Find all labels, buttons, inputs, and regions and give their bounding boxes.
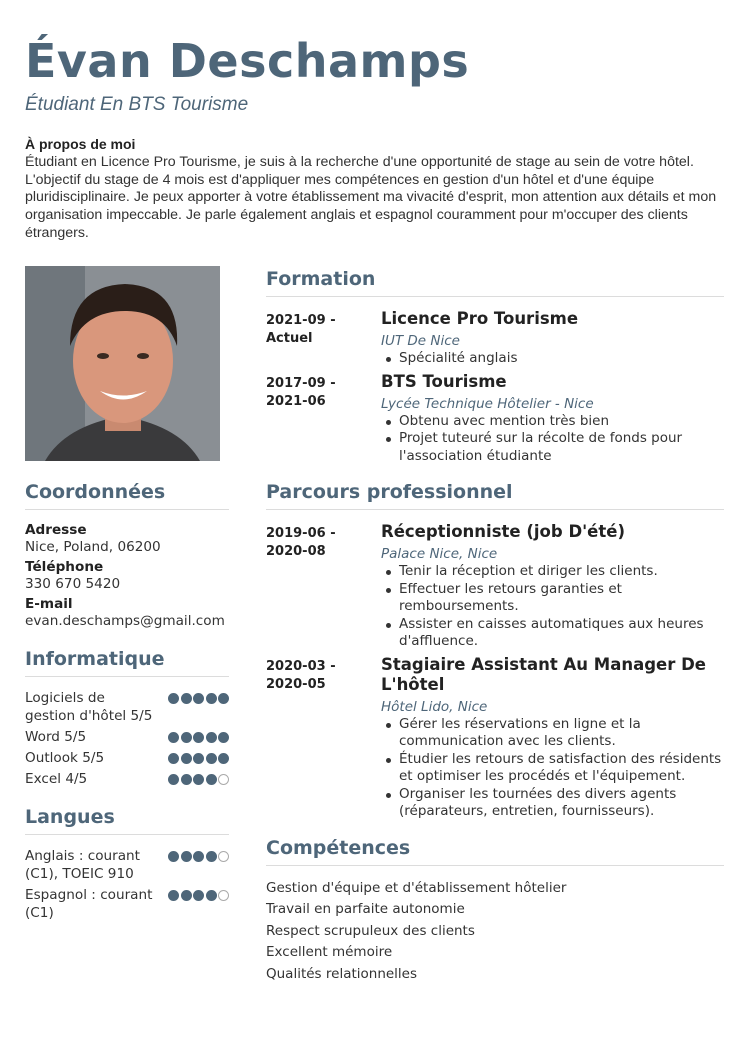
filled-dot-icon — [181, 851, 192, 862]
filled-dot-icon — [193, 693, 204, 704]
address-label: Adresse — [25, 522, 87, 538]
filled-dot-icon — [193, 774, 204, 785]
filled-dot-icon — [206, 753, 217, 764]
bullet-item: Assister en caisses automatiques aux heures d'affluence. — [381, 616, 724, 651]
entry-title: Stagiaire Assistant Au Manager De L'hôtel — [381, 654, 706, 694]
skill-name: Espagnol : courant (C1) — [25, 887, 153, 921]
filled-dot-icon — [181, 732, 192, 743]
entry-place: Hôtel Lido, Nice — [381, 698, 488, 715]
entry-date: 2020-03 - 2020-05 — [266, 658, 336, 692]
skill-item: Gestion d'équipe et d'établissement hôtelier — [266, 879, 567, 896]
bullet-item: Tenir la réception et diriger les clients. — [381, 563, 724, 581]
education-heading: Formation — [266, 268, 724, 297]
candidate-name: Évan Deschamps — [25, 34, 470, 88]
entry-date: 2017-09 - 2021-06 — [266, 375, 336, 409]
filled-dot-icon — [168, 774, 179, 785]
about-section — [25, 136, 725, 243]
it-heading: Informatique — [25, 648, 229, 677]
email-label: E-mail — [25, 596, 73, 612]
skill-name: Outlook 5/5 — [25, 750, 105, 766]
rating-dots — [168, 847, 229, 883]
entry-title: BTS Tourisme — [381, 371, 507, 391]
filled-dot-icon — [181, 753, 192, 764]
bullet-item: Étudier les retours de satisfaction des résidents et optimiser les procédés et l'équipement. — [381, 751, 724, 786]
filled-dot-icon — [168, 693, 179, 704]
rating-dots — [168, 886, 229, 922]
empty-dot-icon — [218, 851, 229, 862]
phone-label: Téléphone — [25, 559, 104, 575]
filled-dot-icon — [181, 774, 192, 785]
filled-dot-icon — [206, 693, 217, 704]
skill-item: Qualités relationnelles — [266, 965, 418, 982]
filled-dot-icon — [193, 732, 204, 743]
skill-row — [25, 728, 229, 746]
address-value: Nice, Poland, 06200 — [25, 539, 161, 555]
skill-item: Respect scrupuleux des clients — [266, 922, 475, 939]
filled-dot-icon — [206, 732, 217, 743]
bullet-item: Gérer les réservations en ligne et la communication avec les clients. — [381, 716, 724, 751]
filled-dot-icon — [193, 753, 204, 764]
entry-place: Palace Nice, Nice — [381, 546, 498, 562]
bullet-item: Effectuer les retours garanties et remboursements. — [381, 581, 724, 616]
profile-photo — [25, 266, 220, 461]
bullet-list — [381, 413, 724, 466]
about-text: Étudiant en Licence Pro Tourisme, je suis à la recherche d'une opportunité de stage au sein de votre hôtel. L'objectif du stage de 4 mois est d'appliquer mes compétences en gestion d'un hôtel et d'une équipe pluridisciplinaire. Je peux apporter à votre établissement ma vivacité d'esprit, mon attention aux détails et mon organisation impeccable. Je parle également anglais et espagnol couramment pour m'occuper des clients étrangers. — [25, 153, 717, 241]
bullet-item: Projet tuteuré sur la récolte de fonds pour l'association étudiante — [381, 430, 724, 465]
skill-item: Excellent mémoire — [266, 944, 393, 960]
entry-body — [381, 309, 724, 368]
experience-list — [266, 522, 724, 821]
entry-body — [381, 655, 724, 821]
entry-date: 2021-09 - Actuel — [266, 313, 336, 346]
left-column — [25, 266, 229, 925]
languages-heading: Langues — [25, 806, 229, 835]
skills-heading: Compétences — [266, 837, 724, 866]
filled-dot-icon — [218, 693, 229, 704]
filled-dot-icon — [206, 890, 217, 901]
email-value[interactable]: evan.deschamps@gmail.com — [25, 613, 225, 629]
skill-row — [25, 847, 229, 883]
skill-row — [25, 749, 229, 767]
skills-list — [266, 878, 724, 986]
skill-row — [25, 689, 229, 725]
entry-body — [381, 372, 724, 466]
rating-dots — [168, 728, 229, 746]
entry — [266, 309, 724, 368]
skill-name: Logiciels de gestion d'hôtel 5/5 — [25, 690, 153, 724]
entry — [266, 522, 724, 651]
it-skill-list — [25, 689, 229, 788]
contact-heading: Coordonnées — [25, 481, 229, 510]
rating-dots — [168, 749, 229, 767]
filled-dot-icon — [218, 732, 229, 743]
bullet-list — [381, 350, 724, 368]
education-list — [266, 309, 724, 465]
rating-dots — [168, 770, 229, 788]
skill-row — [25, 886, 229, 922]
empty-dot-icon — [218, 774, 229, 785]
entry — [266, 655, 724, 821]
about-heading: À propos de moi — [25, 136, 136, 152]
filled-dot-icon — [193, 851, 204, 862]
skill-item: Travail en parfaite autonomie — [266, 901, 465, 917]
phone-value: 330 670 5420 — [25, 576, 121, 592]
bullet-item: Spécialité anglais — [381, 350, 724, 368]
right-column — [266, 268, 724, 985]
language-list — [25, 847, 229, 922]
skill-row — [25, 770, 229, 788]
entry-place: Lycée Technique Hôtelier - Nice — [381, 395, 594, 412]
skill-name: Word 5/5 — [25, 729, 87, 745]
skill-name: Excel 4/5 — [25, 771, 88, 787]
rating-dots — [168, 689, 229, 725]
entry-date: 2019-06 - 2020-08 — [266, 526, 336, 559]
filled-dot-icon — [168, 732, 179, 743]
entry-title: Licence Pro Tourisme — [381, 309, 579, 328]
filled-dot-icon — [181, 693, 192, 704]
bullet-item: Organiser les tournées des divers agents (réparateurs, entretien, fournisseurs). — [381, 786, 724, 821]
bullet-list — [381, 563, 724, 651]
entry — [266, 372, 724, 466]
filled-dot-icon — [206, 851, 217, 862]
filled-dot-icon — [218, 753, 229, 764]
filled-dot-icon — [168, 851, 179, 862]
bullet-item: Obtenu avec mention très bien — [381, 413, 724, 431]
filled-dot-icon — [168, 890, 179, 901]
filled-dot-icon — [168, 753, 179, 764]
filled-dot-icon — [181, 890, 192, 901]
entry-place: IUT De Nice — [381, 333, 460, 349]
bullet-list — [381, 716, 724, 821]
candidate-title: Étudiant En BTS Tourisme — [25, 94, 249, 115]
skill-name: Anglais : courant (C1), TOEIC 910 — [25, 848, 141, 882]
entry-body — [381, 522, 724, 651]
experience-heading: Parcours professionnel — [266, 481, 724, 510]
entry-title: Réceptionniste (job D'été) — [381, 522, 625, 541]
empty-dot-icon — [218, 890, 229, 901]
filled-dot-icon — [193, 890, 204, 901]
filled-dot-icon — [206, 774, 217, 785]
